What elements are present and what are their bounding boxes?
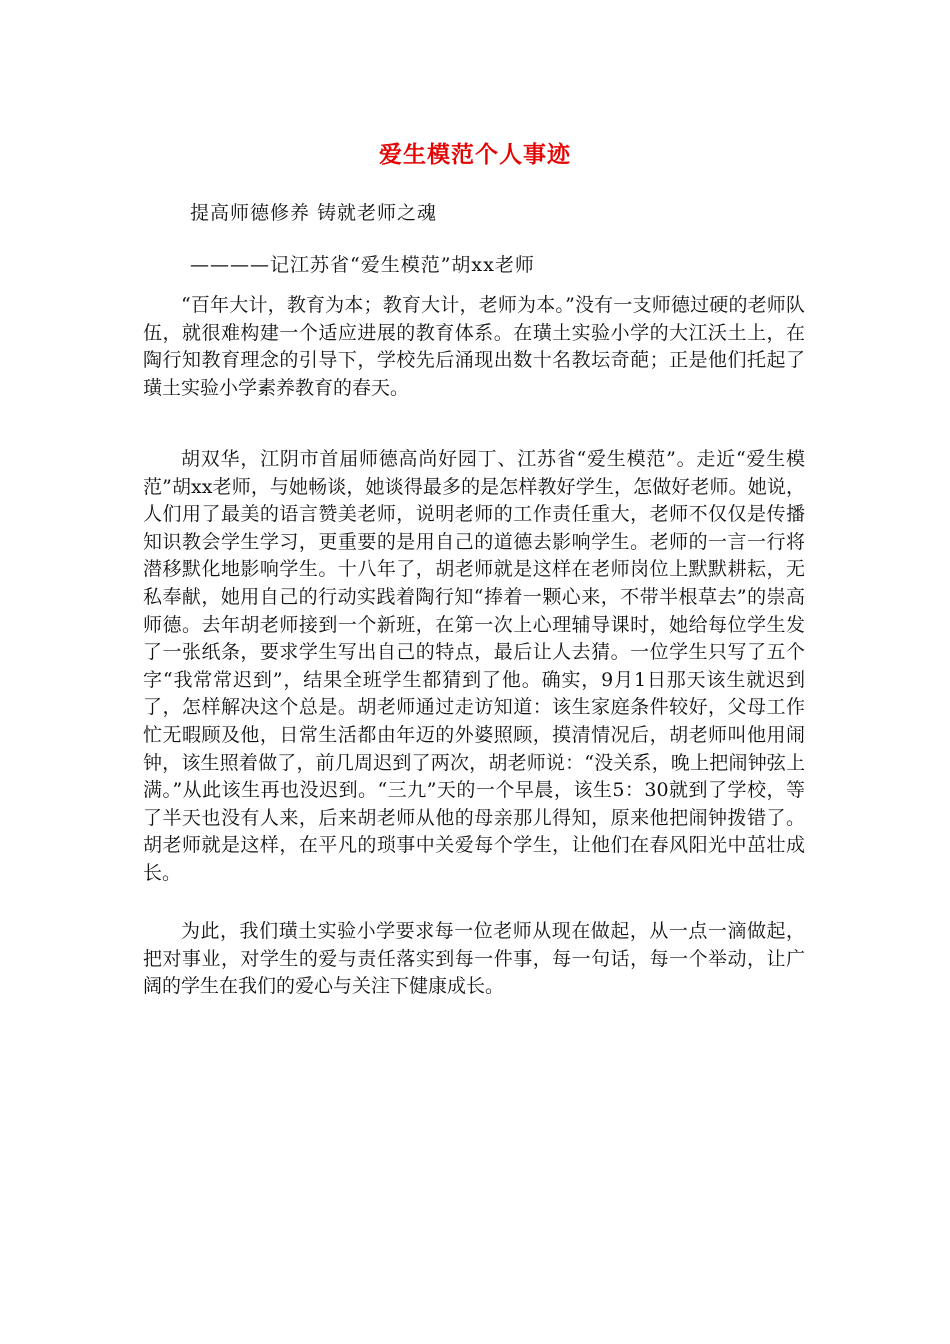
document-byline: ————记江苏省“爱生模范”胡xx老师: [190, 254, 535, 276]
document-title: 爱生模范个人事迹: [379, 142, 571, 168]
body-paragraph: “百年大计，教育为本；教育大计，老师为本。”没有一支师德过硬的老师队伍，就很难构建一个适应进展的教育体系。在璜土实验小学的大江沃土上，在陶行知教育理念的引导下，学校先后涌现出数十名教坛奇葩；正是他们托起了璜土实验小学素养教育的春天。: [143, 294, 805, 399]
body-paragraph: 胡双华，江阴市首届师德高尚好园丁、江苏省“爱生模范”。走近“爱生模范”胡xx老师，与她畅谈，她谈得最多的是怎样教好学生，怎做好老师。她说，人们用了最美的语言赞美老师，说明老师的工作责任重大，老师不仅仅是传播知识教会学生学习，更重要的是用自己的道德去影响学生。老师的一言一行将潜移默化地影响学生。十八年了，胡老师就是这样在老师岗位上默默耕耘，无私奉献，她用自己的行动实践着陶行知“捧着一颗心来，不带半根草去”的崇高师德。去年胡老师接到一个新班，在第一次上心理辅导课时，她给每位学生发了一张纸条，要求学生写出自己的特点，最后让人去猜。一位学生只写了五个字“我常常迟到”，结果全班学生都猜到了他。确实，9月1日那天该生就迟到了，怎样解决这个总是。胡老师通过走访知道：该生家庭条件较好，父母工作忙无暇顾及他，日常生活都由年迈的外婆照顾，摸清情况后，胡老师叫他用闹钟，该生照着做了，前几周迟到了两次，胡老师说：“没关系，晚上把闹钟弦上满。”从此该生再也没迟到。“三九”天的一个早晨，该生5：30就到了学校，等了半天也没有人来，后来胡老师从他的母亲那儿得知，原来他把闹钟拨错了。胡老师就是这样，在平凡的琐事中关爱每个学生，让他们在春风阳光中茁壮成长。: [143, 448, 805, 884]
document-subtitle: 提高师德修养 铸就老师之魂: [190, 202, 438, 224]
body-paragraph: 为此，我们璜土实验小学要求每一位老师从现在做起，从一点一滴做起，把对事业，对学生的爱与责任落实到每一件事，每一句话，每一个举动，让广阔的学生在我们的爱心与关注下健康成长。: [143, 920, 805, 998]
